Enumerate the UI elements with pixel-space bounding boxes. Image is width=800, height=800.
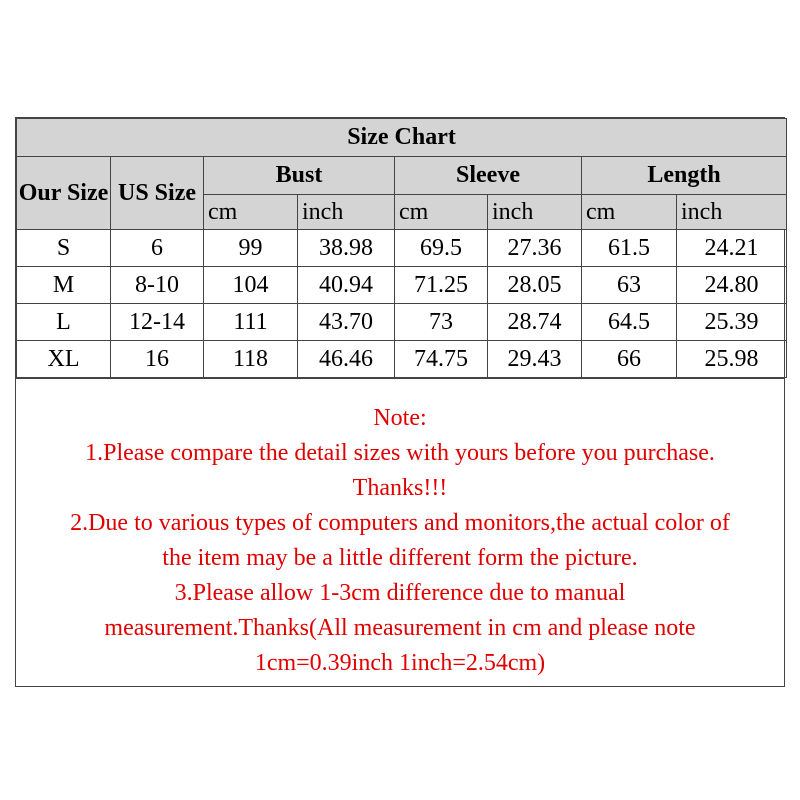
cell-length-cm: 64.5	[582, 304, 677, 341]
table-row	[17, 267, 787, 304]
note-line: 2.Due to various types of computers and monitors,the actual color of	[70, 510, 730, 536]
cell-our-size: L	[17, 304, 111, 341]
chart-title: Size Chart	[17, 119, 787, 157]
cell-our-size: XL	[17, 341, 111, 378]
cell-length-inch: 24.80	[677, 267, 787, 304]
cell-length-inch: 24.21	[677, 230, 787, 267]
cell-sleeve-inch: 28.74	[488, 304, 582, 341]
cell-sleeve-cm: 73	[395, 304, 488, 341]
note-line: Thanks!!!	[352, 475, 448, 501]
cell-us-size: 6	[111, 230, 204, 267]
note-line: measurement.Thanks(All measurement in cm and please note	[104, 615, 696, 641]
cell-bust-inch: 43.70	[298, 304, 395, 341]
cell-us-size: 16	[111, 341, 204, 378]
size-chart	[15, 117, 785, 687]
cell-bust-cm: 111	[204, 304, 298, 341]
cell-length-inch: 25.39	[677, 304, 787, 341]
table-row	[17, 341, 787, 378]
header-sleeve: Sleeve	[395, 157, 582, 195]
cell-our-size: S	[17, 230, 111, 267]
cell-bust-cm: 118	[204, 341, 298, 378]
cell-sleeve-cm: 69.5	[395, 230, 488, 267]
header-length-inch: inch	[677, 195, 787, 230]
cell-our-size: M	[17, 267, 111, 304]
cell-length-cm: 63	[582, 267, 677, 304]
cell-sleeve-inch: 29.43	[488, 341, 582, 378]
header-length-cm: cm	[582, 195, 677, 230]
cell-bust-inch: 46.46	[298, 341, 395, 378]
size-table	[16, 118, 787, 378]
cell-length-cm: 61.5	[582, 230, 677, 267]
note-line: the item may be a little different form the picture.	[162, 545, 638, 571]
cell-sleeve-cm: 74.75	[395, 341, 488, 378]
cell-bust-cm: 99	[204, 230, 298, 267]
header-sleeve-cm: cm	[395, 195, 488, 230]
cell-bust-inch: 38.98	[298, 230, 395, 267]
header-length: Length	[582, 157, 787, 195]
cell-bust-inch: 40.94	[298, 267, 395, 304]
table-row	[17, 230, 787, 267]
cell-sleeve-inch: 28.05	[488, 267, 582, 304]
note-line: 1cm=0.39inch 1inch=2.54cm)	[254, 650, 546, 676]
cell-us-size: 8-10	[111, 267, 204, 304]
table-row	[17, 304, 787, 341]
cell-sleeve-inch: 27.36	[488, 230, 582, 267]
header-us-size: US Size	[111, 157, 204, 230]
notes-section	[16, 378, 784, 686]
note-heading: Note:	[373, 405, 427, 431]
header-bust-inch: inch	[298, 195, 395, 230]
cell-us-size: 12-14	[111, 304, 204, 341]
cell-sleeve-cm: 71.25	[395, 267, 488, 304]
header-sleeve-inch: inch	[488, 195, 582, 230]
header-bust: Bust	[204, 157, 395, 195]
header-our-size: Our Size	[17, 157, 111, 230]
cell-bust-cm: 104	[204, 267, 298, 304]
note-line: 3.Please allow 1-3cm difference due to manual	[174, 580, 626, 606]
note-line: 1.Please compare the detail sizes with yours before you purchase.	[85, 440, 715, 466]
header-bust-cm: cm	[204, 195, 298, 230]
cell-length-cm: 66	[582, 341, 677, 378]
cell-length-inch: 25.98	[677, 341, 787, 378]
